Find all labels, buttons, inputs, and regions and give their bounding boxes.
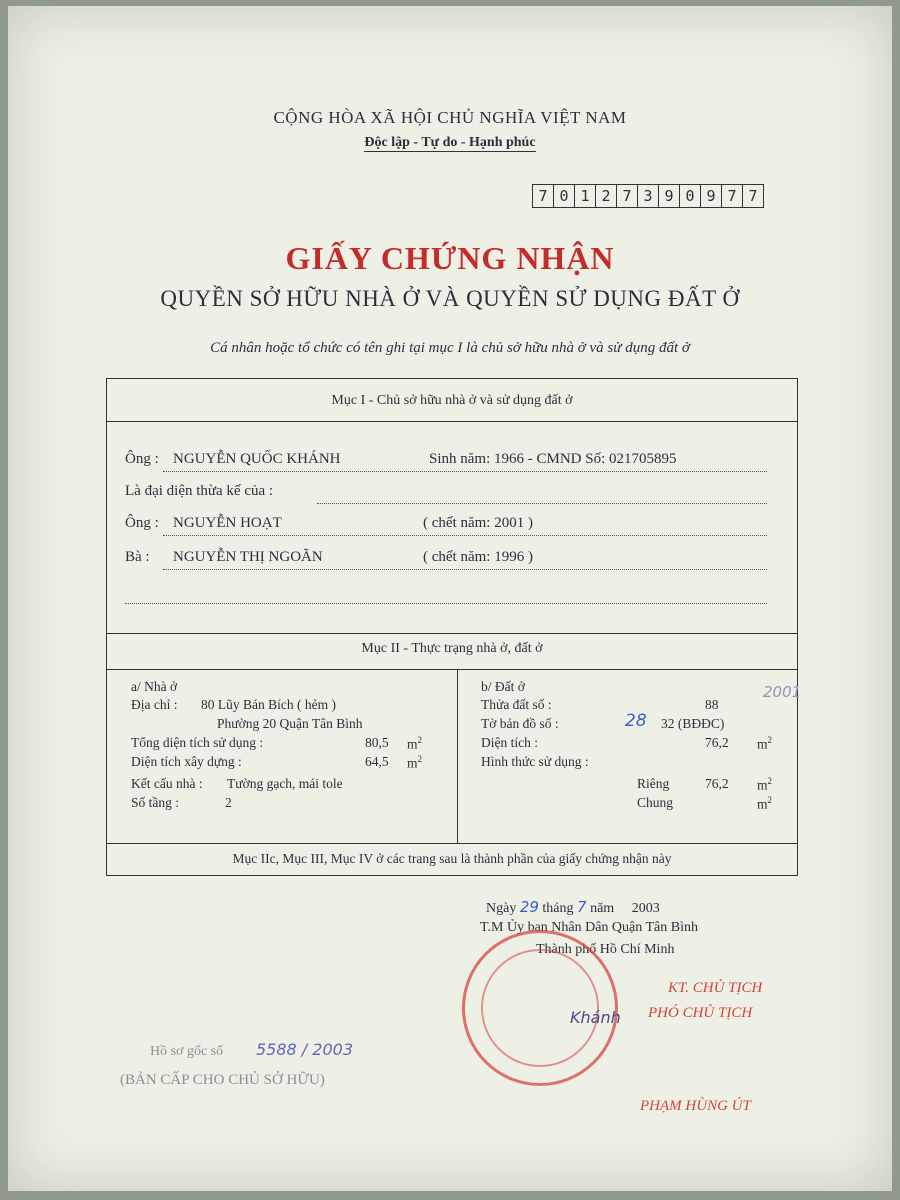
structure-label: Kết cấu nhà :: [131, 776, 203, 791]
country-header: CỘNG HÒA XÃ HỘI CHỦ NGHĨA VIỆT NAM: [273, 108, 627, 127]
heir1-name: NGUYỄN HOẠT: [173, 515, 282, 531]
shared-unit-sup: 2: [767, 795, 773, 805]
heir2-note: ( chết năm: 1996 ): [423, 549, 533, 565]
role-line1: KT. CHỦ TỊCH: [668, 980, 763, 996]
land-heading: b/ Đất ở: [481, 679, 525, 694]
authority-line2: Thành phố Hồ Chí Minh: [536, 942, 675, 957]
footer-note: Mục IIc, Mục III, Mục IV ở các trang sau là thành phần của giấy chứng nhận này: [232, 851, 672, 866]
private-value: 76,2: [705, 776, 729, 791]
built-area-value: 64,5: [365, 754, 389, 769]
owner-name: NGUYỄN QUỐC KHÁNH: [173, 451, 341, 467]
heir2-name: NGUYỄN THỊ NGOÃN: [173, 549, 323, 565]
shared-label: Chung: [637, 795, 674, 810]
total-area-unit-sup: 2: [417, 735, 423, 745]
structure-value: Tường gạch, mái tole: [227, 776, 343, 791]
owner-info: Sinh năm: 1966 - CMND Số: 021705895: [429, 451, 677, 467]
parcel-value: 88: [705, 697, 719, 712]
month-label: tháng: [542, 901, 574, 916]
serial-digit: 7: [722, 184, 743, 208]
serial-digit: 1: [575, 184, 596, 208]
land-area-unit-sup: 2: [767, 735, 773, 745]
date-day: 29: [519, 898, 539, 916]
heir1-note: ( chết năm: 2001 ): [423, 515, 533, 531]
built-area-unit-sup: 2: [417, 754, 423, 764]
serial-digit: 7: [617, 184, 638, 208]
year-label: năm: [590, 901, 615, 916]
floors-value: 2: [225, 795, 232, 810]
serial-digit: 2: [596, 184, 617, 208]
date-prefix: Ngày: [486, 901, 517, 916]
total-area-value: 80,5: [365, 735, 389, 750]
serial-digit: 7: [532, 184, 554, 208]
date-year: 2003: [631, 901, 660, 916]
record-label: Hồ sơ gốc số: [150, 1044, 224, 1059]
serial-digit: 9: [701, 184, 722, 208]
private-unit: m: [757, 777, 768, 793]
authority-line1: T.M Ủy ban Nhân Dân Quận Tân Bình: [480, 920, 698, 935]
land-area-label: Diện tích :: [481, 735, 538, 750]
owner-prefix: Ông :: [125, 451, 159, 467]
serial-digit: 0: [680, 184, 701, 208]
copy-note: (BẢN CẤP CHO CHỦ SỞ HỮU): [120, 1072, 325, 1088]
serial-digit: 9: [659, 184, 680, 208]
map-label: Tờ bản đồ số :: [481, 716, 559, 731]
built-area-label: Diện tích xây dựng :: [131, 754, 242, 769]
land-area-unit: m: [757, 736, 768, 752]
private-unit-sup: 2: [767, 776, 773, 786]
heir1-prefix: Ông :: [125, 515, 159, 531]
total-area-label: Tổng diện tích sử dụng :: [131, 735, 264, 750]
usage-label: Hình thức sử dụng :: [481, 754, 589, 769]
intro-text: Cá nhân hoặc tổ chức có tên ghi tại mục I là chủ sở hữu nhà ở và sử dụng đất ở: [210, 340, 690, 356]
serial-digit: 3: [638, 184, 659, 208]
serial-digit: 7: [743, 184, 764, 208]
role-line2: PHÓ CHỦ TỊCH: [648, 1005, 753, 1021]
address-line1: 80 Lũy Bán Bích ( hẻm ): [201, 697, 336, 712]
representative-label: Là đại diện thừa kế của :: [125, 483, 274, 499]
record-number: 5588 / 2003: [256, 1040, 353, 1059]
address-line2: Phường 20 Quận Tân Bình: [217, 716, 363, 731]
parcel-label: Thửa đất số :: [481, 697, 552, 712]
document-title: GIẤY CHỨNG NHẬN: [285, 240, 615, 276]
serial-digit: 0: [554, 184, 575, 208]
date-month: 7: [577, 898, 587, 916]
signature-scribble: Khánh: [570, 1008, 621, 1027]
signer-name: PHẠM HÙNG ÚT: [640, 1098, 751, 1114]
shared-unit: m: [757, 796, 768, 812]
document-subtitle: QUYỀN SỞ HỮU NHÀ Ở VÀ QUYỀN SỬ DỤNG ĐẤT Ở: [160, 286, 740, 311]
margin-handwriting: 2001: [763, 683, 802, 701]
motto: Độc lập - Tự do - Hạnh phúc: [364, 135, 536, 150]
total-area-unit: m: [407, 736, 418, 752]
address-label: Địa chỉ :: [131, 697, 178, 712]
section1-title: Mục I - Chủ sở hữu nhà ở và sử dụng đất ở: [331, 393, 573, 408]
house-heading: a/ Nhà ở: [131, 679, 178, 694]
section2-title: Mục II - Thực trạng nhà ở, đất ở: [361, 641, 543, 656]
map-handwritten: 28: [625, 711, 647, 731]
built-area-unit: m: [407, 755, 418, 771]
private-label: Riêng: [637, 776, 670, 791]
map-value: 32 (BĐĐC): [661, 716, 725, 731]
heir2-prefix: Bà :: [125, 549, 150, 565]
floors-label: Số tầng :: [131, 795, 180, 810]
certificate-table: [106, 378, 802, 876]
land-area-value: 76,2: [705, 735, 729, 750]
serial-number: [532, 184, 764, 208]
